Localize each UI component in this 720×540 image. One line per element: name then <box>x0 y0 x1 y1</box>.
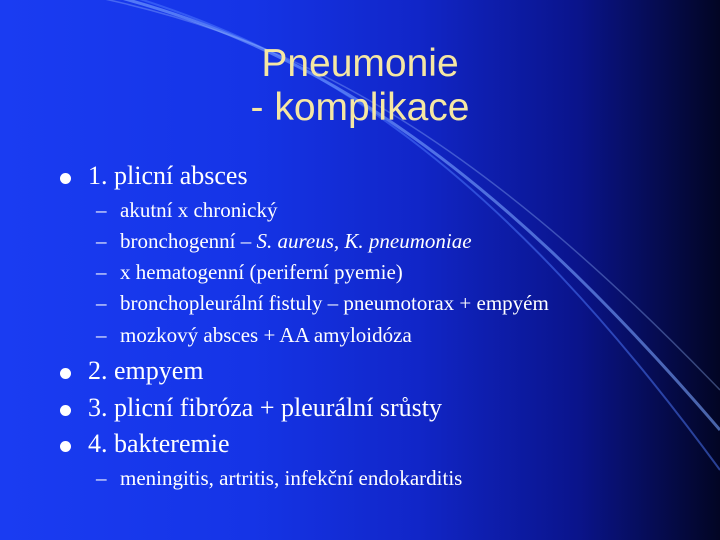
slide-title <box>150 42 570 130</box>
bullet-item-label: 3. plicní fibróza + pleurální srůsty <box>88 393 443 422</box>
sub-item-text-plain: bronchogenní – <box>120 229 257 253</box>
bullet-dot-icon <box>60 405 71 416</box>
sub-item-text: bronchopleurální fistuly – pneumotorax + empyém <box>120 291 549 315</box>
bullet-item-label: 1. plicní absces <box>88 161 248 190</box>
dash-marker: – <box>96 466 107 490</box>
sub-item-text: x hematogenní (periferní pyemie) <box>120 260 403 284</box>
dash-marker: – <box>96 323 107 347</box>
dash-marker: – <box>96 291 107 315</box>
dash-marker: – <box>96 198 107 222</box>
title-line-1: Pneumonie <box>261 42 459 85</box>
title-line-2: - komplikace <box>250 86 470 129</box>
sub-item-text: akutní x chronický <box>120 198 278 222</box>
bullet-dot-icon <box>60 173 71 184</box>
bullet-dot-icon <box>60 441 71 452</box>
bullet-item-label: 4. bakteremie <box>88 429 230 458</box>
bullet-item-label: 2. empyem <box>88 356 204 385</box>
sub-item-text-italic: S. aureus, K. pneumoniae <box>256 229 472 253</box>
sub-item-text <box>120 226 472 256</box>
dash-marker: – <box>96 229 107 253</box>
sub-item-text: meningitis, artritis, infekční endokarditis <box>120 466 463 490</box>
bullet-dot-icon <box>60 368 71 379</box>
dash-marker: – <box>96 260 107 284</box>
sub-item-text: mozkový absces + AA amyloidóza <box>120 323 412 347</box>
